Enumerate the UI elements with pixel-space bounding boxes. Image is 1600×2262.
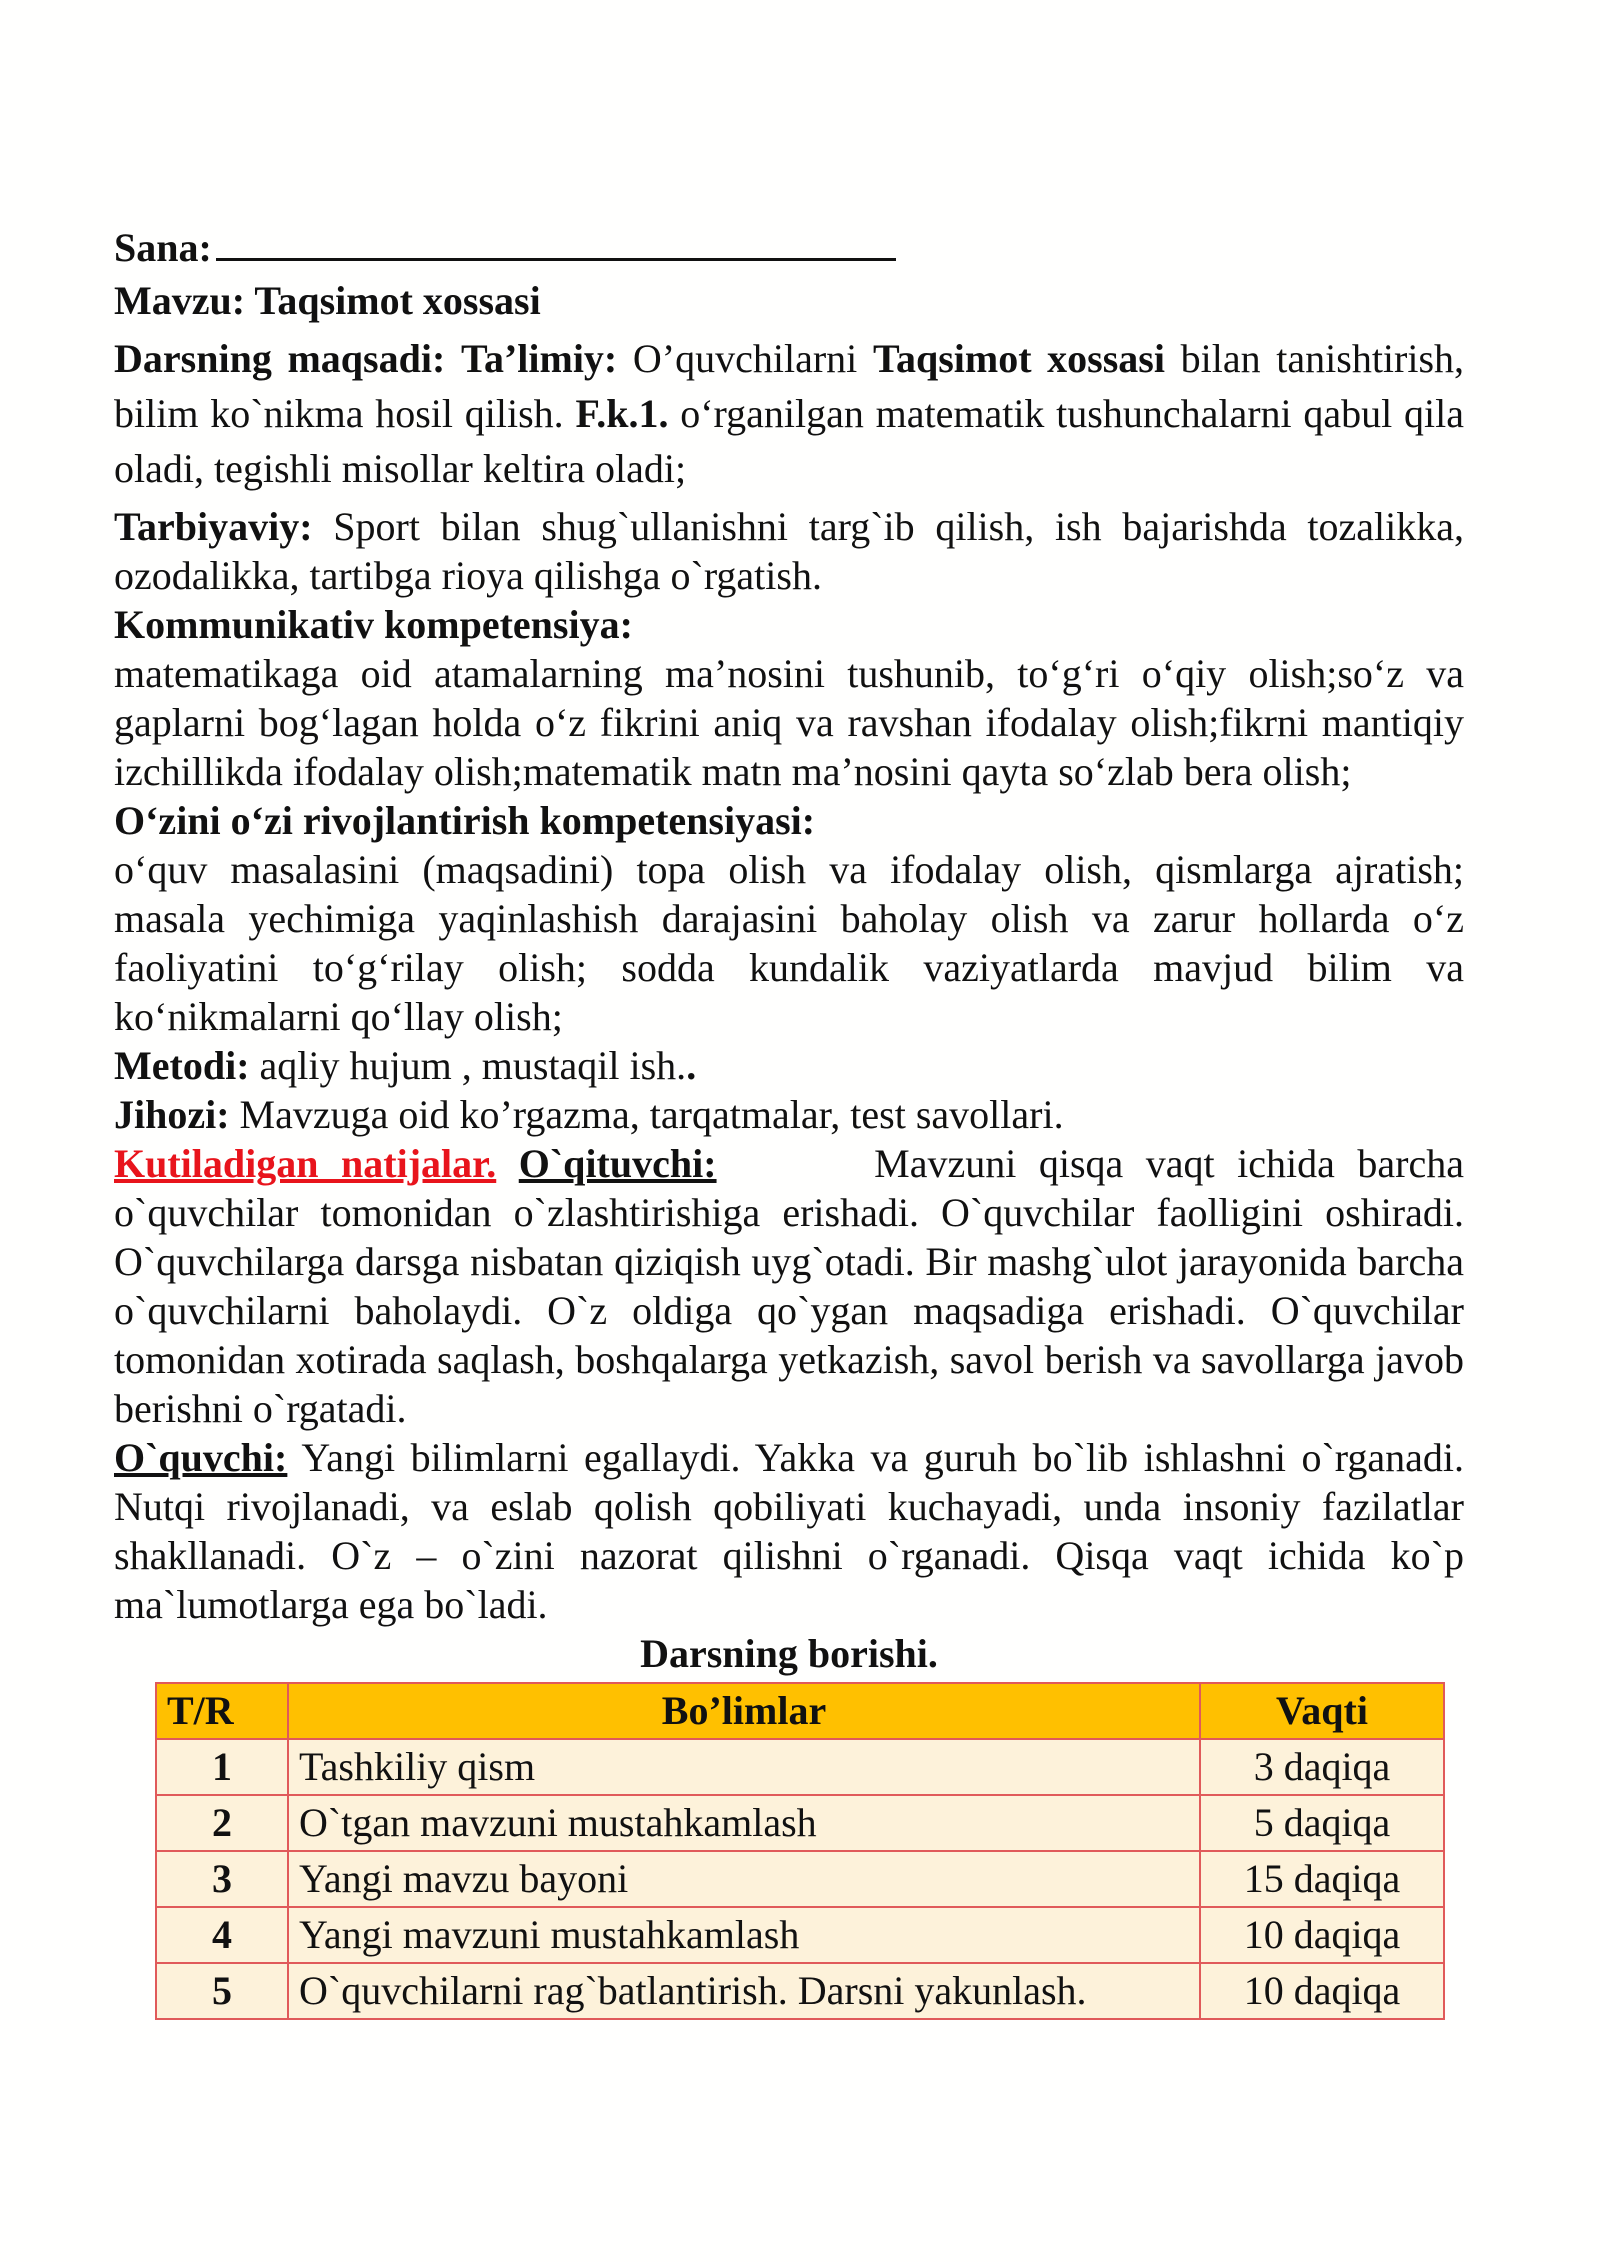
header-number: T/R <box>156 1683 288 1739</box>
educational-text-1: O’quvchilarni <box>632 336 858 381</box>
expected-results-label: Kutiladigan natijalar. <box>114 1141 497 1186</box>
upbringing-paragraph <box>114 502 1464 600</box>
row-time: 10 daqiqa <box>1200 1907 1444 1963</box>
header-sections: Bo’limlar <box>288 1683 1200 1739</box>
educational-label: Ta’limiy: <box>460 336 618 381</box>
teacher-text: Mavzuni qisqa vaqt ichida barcha o`quvchilar tomonidan o`zlashtirishiga erishadi. O`quvchilar faolligini oshiradi. O`quvchilarga darsga nisbatan qiziqish uyg`otadi. Bir mashg`ulot jarayonida barcha o`quvchilarni baholaydi. O`z oldiga qo`ygan maqsadiga erishadi. O`quvchilar tomonidan xotirada saqlash, boshqalarga yetkazish, savol berish va savollarga javob berishni o`rgatadi. <box>114 1141 1464 1431</box>
lesson-flow-title: Darsning borishi. <box>640 1631 938 1676</box>
date-line <box>114 218 1464 272</box>
row-section: O`tgan mavzuni mustahkamlash <box>288 1795 1200 1851</box>
equipment-line <box>114 1090 1464 1139</box>
fk-text: o‘rganilgan matematik tushunchalarni qabul qila oladi, tegishli misollar keltira oladi; <box>114 391 1464 491</box>
date-blank-line <box>216 218 896 261</box>
row-number: 4 <box>156 1907 288 1963</box>
row-number: 2 <box>156 1795 288 1851</box>
communicative-heading: Kommunikativ kompetensiya: <box>114 602 633 647</box>
table-row <box>156 1851 1444 1907</box>
teacher-outcomes-paragraph <box>114 1139 1464 1433</box>
row-number: 5 <box>156 1963 288 2019</box>
lesson-plan <box>114 218 1464 2020</box>
upbringing-text: Sport bilan shug`ullanishni targ`ib qilish, ish bajarishda tozalikka, ozodalikka, tartibga rioya qilishga o`rgatish. <box>114 504 1465 598</box>
table-row <box>156 1739 1444 1795</box>
row-section: Tashkiliy qism <box>288 1739 1200 1795</box>
self-development-text: o‘quv masalasini (maqsadini) topa olish va ifodalay olish, qismlarga ajratish; masala yechimiga yaqinlashish darajasini baholay olish va zarur hollarda o‘z faoliyatini to‘g‘rilay olish; sodda kundalik vaziyatlarda mavjud bilim va ko‘nikmalarni qo‘llay olish; <box>114 847 1464 1039</box>
goal-paragraph <box>114 331 1464 496</box>
student-text: Yangi bilimlarni egallaydi. Yakka va guruh bo`lib ishlashni o`rganadi. Nutqi rivojlanadi, va eslab qolish qobiliyati kuchayadi, unda insoniy fazilatlar shakllanadi. O`z – o`zini nazorat qilishni o`rganadi. Qisqa vaqt ichida ko`p ma`lumotlarga ega bo`ladi. <box>114 1435 1464 1627</box>
row-section: Yangi mavzuni mustahkamlash <box>288 1907 1200 1963</box>
fk-label: F.k.1. <box>575 391 669 436</box>
equipment-label: Jihozi: <box>114 1092 230 1137</box>
method-line <box>114 1041 1464 1090</box>
method-text: aqliy hujum , mustaqil ish. <box>249 1043 687 1088</box>
upbringing-label: Tarbiyaviy: <box>114 504 313 549</box>
student-outcomes-paragraph <box>114 1433 1464 1629</box>
lesson-flow-table <box>155 1682 1445 2020</box>
method-label: Metodi: <box>114 1043 250 1088</box>
table-row <box>156 1795 1444 1851</box>
row-number: 1 <box>156 1739 288 1795</box>
goal-label: Darsning maqsadi: <box>114 336 446 381</box>
table-row <box>156 1963 1444 2019</box>
header-time: Vaqti <box>1200 1683 1444 1739</box>
date-label: Sana: <box>114 225 212 270</box>
row-section: O`quvchilarni rag`batlantirish. Darsni yakunlash. <box>288 1963 1200 2019</box>
row-time: 5 daqiqa <box>1200 1795 1444 1851</box>
self-development-heading: O‘zini o‘zi rivojlantirish kompetensiyasi: <box>114 798 816 843</box>
method-end: . <box>686 1043 697 1088</box>
educational-topic: Taqsimot xossasi <box>872 336 1165 381</box>
row-number: 3 <box>156 1851 288 1907</box>
table-header-row <box>156 1683 1444 1739</box>
table-row <box>156 1907 1444 1963</box>
teacher-label: O`qituvchi: <box>518 1141 717 1186</box>
row-section: Yangi mavzu bayoni <box>288 1851 1200 1907</box>
communicative-text: matematikaga oid atamalarning ma’nosini tushunib, to‘g‘ri o‘qiy olish;so‘z va gaplarni bog‘lagan holda o‘z fikrini aniq va ravshan ifodalay olish;fikrni mantiqiy izchillikda ifodalay olish;matematik matn ma’nosini qayta so‘zlab bera olish; <box>114 651 1464 794</box>
row-time: 10 daqiqa <box>1200 1963 1444 2019</box>
student-label: O`quvchi: <box>114 1435 288 1480</box>
row-time: 15 daqiqa <box>1200 1851 1444 1907</box>
educational-text-2: bilan tanishtirish, bilim ko`nikma hosil qilish. <box>114 336 1465 436</box>
topic-line: Mavzu: Taqsimot xossasi <box>114 278 541 323</box>
equipment-text: Mavzuga oid ko’rgazma, tarqatmalar, test savollari. <box>239 1092 1064 1137</box>
row-time: 3 daqiqa <box>1200 1739 1444 1795</box>
